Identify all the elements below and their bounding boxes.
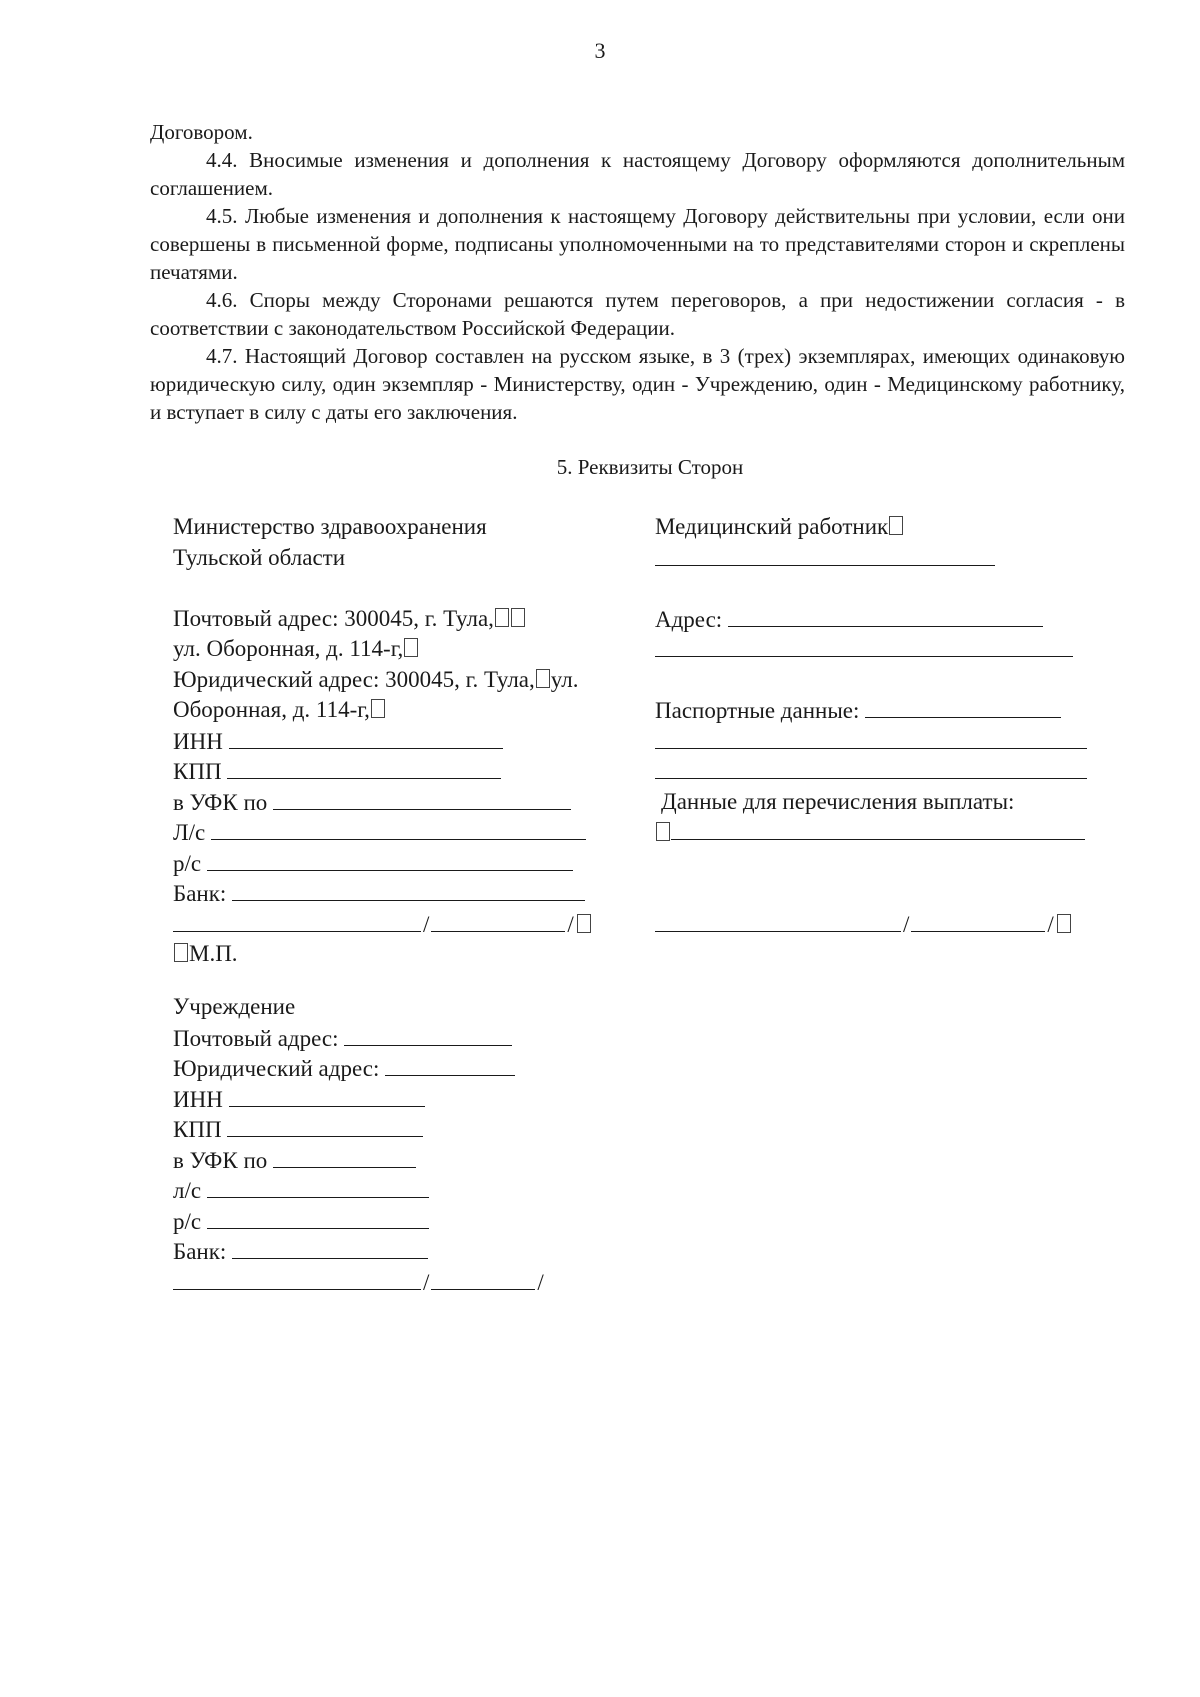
institution-kpp: КПП xyxy=(173,1114,643,1145)
ministry-signature-field[interactable] xyxy=(173,909,421,932)
ministry-name-line1: Министерство здравоохранения xyxy=(173,514,487,539)
institution-bank-field[interactable] xyxy=(232,1236,428,1259)
institution-rs-field[interactable] xyxy=(207,1206,429,1229)
worker-signature-name-field[interactable] xyxy=(911,909,1045,932)
ministry-requisites xyxy=(173,512,643,970)
ministry-legal-address: Юридический адрес: 300045, г. Тула, ул. xyxy=(173,666,579,692)
institution-signature: / / xyxy=(173,1267,643,1298)
institution-postal: Почтовый адрес: xyxy=(173,1023,643,1054)
ministry-ls-field[interactable] xyxy=(211,817,586,840)
ministry-inn: ИНН xyxy=(173,726,643,757)
institution-ls-field[interactable] xyxy=(207,1175,429,1198)
worker-signature: / / xyxy=(655,909,1115,940)
worker-passport-cont2 xyxy=(655,756,1115,787)
institution-ufk: в УФК по xyxy=(173,1145,643,1176)
placeholder-box-icon xyxy=(511,608,525,627)
paragraph-4-7: 4.7. Настоящий Договор составлен на русском языке, в 3 (трех) экземплярах, имеющих одинаковую юридическую силу, один экземпляр - Министерству, один - Учреждению, один - Медицинскому работнику, и вступает в силу с даты его заключения. xyxy=(150,344,1125,424)
ministry-inn-field[interactable] xyxy=(229,726,503,749)
ministry-kpp: КПП xyxy=(173,756,643,787)
ministry-kpp-field[interactable] xyxy=(227,756,501,779)
worker-address-cont xyxy=(655,634,1115,665)
institution-legal: Юридический адрес: xyxy=(173,1053,643,1084)
section-title-requisites: 5. Реквизиты Сторон xyxy=(556,455,744,479)
worker-name-field[interactable] xyxy=(655,543,995,566)
worker-passport: Паспортные данные: xyxy=(655,695,1115,726)
institution-signature-name-field[interactable] xyxy=(431,1267,535,1290)
page-number: 3 xyxy=(594,38,606,63)
worker-passport-field[interactable] xyxy=(865,695,1061,718)
ministry-ufk-field[interactable] xyxy=(273,787,571,810)
ministry-signature-name-field[interactable] xyxy=(431,909,565,932)
placeholder-box-icon xyxy=(404,638,418,657)
placeholder-box-icon xyxy=(536,669,550,688)
institution-bank: Банк: xyxy=(173,1236,643,1267)
ministry-ls: Л/с xyxy=(173,817,643,848)
worker-payment-data xyxy=(655,817,1115,848)
placeholder-box-icon xyxy=(577,914,591,933)
worker-passport-cont2-field[interactable] xyxy=(655,756,1087,779)
ministry-postal-address-street: ул. Оборонная, д. 114-г, xyxy=(173,634,643,665)
placeholder-box-icon xyxy=(889,516,903,535)
ministry-postal-address: Почтовый адрес: 300045, г. Тула, xyxy=(173,604,643,635)
institution-inn: ИНН xyxy=(173,1084,643,1115)
placeholder-box-icon xyxy=(371,699,385,718)
institution-signature-field[interactable] xyxy=(173,1267,421,1290)
worker-address: Адрес: xyxy=(655,604,1115,635)
ministry-bank: Банк: xyxy=(173,878,643,909)
institution-ufk-field[interactable] xyxy=(273,1145,416,1168)
paragraph-4-5: 4.5. Любые изменения и дополнения к настоящему Договору действительны при условии, если они совершены в письменной форме, подписаны уполномоченными на то представителями сторон и скреплены печатями. xyxy=(150,204,1125,284)
ministry-bank-field[interactable] xyxy=(232,878,585,901)
ministry-rs: р/с xyxy=(173,848,643,879)
worker-name xyxy=(655,543,1115,574)
paragraph-4-4: 4.4. Вносимые изменения и дополнения к настоящему Договору оформляются дополнительным соглашением. xyxy=(150,148,1125,200)
institution-legal-field[interactable] xyxy=(385,1053,515,1076)
contract-body-text xyxy=(150,118,1125,426)
worker-address-cont-field[interactable] xyxy=(655,634,1073,657)
institution-kpp-field[interactable] xyxy=(227,1114,423,1137)
institution-postal-field[interactable] xyxy=(344,1023,512,1046)
placeholder-box-icon xyxy=(1057,914,1071,933)
institution-requisites xyxy=(173,992,643,1297)
placeholder-box-icon xyxy=(656,822,670,841)
worker-signature-field[interactable] xyxy=(655,909,901,932)
ministry-rs-field[interactable] xyxy=(207,848,573,871)
paragraph-continuation: Договором. xyxy=(150,120,253,144)
paragraph-4-6: 4.6. Споры между Сторонами решаются путем переговоров, а при недостижении согласия - в соответствии с законодательством Российской Федерации. xyxy=(150,288,1125,340)
institution-title: Учреждение xyxy=(173,994,296,1019)
institution-inn-field[interactable] xyxy=(229,1084,425,1107)
placeholder-box-icon xyxy=(495,608,509,627)
worker-passport-cont1 xyxy=(655,726,1115,757)
ministry-name-line2: Тульской области xyxy=(173,544,346,570)
ministry-stamp: М.П. xyxy=(173,939,643,970)
ministry-ufk: в УФК по xyxy=(173,787,643,818)
worker-payment: Данные для перечисления выплаты: xyxy=(661,788,1015,814)
worker-requisites xyxy=(655,512,1115,939)
ministry-signature: / / xyxy=(173,909,643,940)
worker-passport-cont1-field[interactable] xyxy=(655,726,1087,749)
institution-ls: л/с xyxy=(173,1175,643,1206)
worker-payment-field[interactable] xyxy=(671,817,1085,840)
worker-title: Медицинский работник xyxy=(655,512,1115,543)
placeholder-box-icon xyxy=(174,943,188,962)
institution-rs: р/с xyxy=(173,1206,643,1237)
ministry-legal-address-street: Оборонная, д. 114-г, xyxy=(173,695,643,726)
worker-address-field[interactable] xyxy=(728,604,1043,627)
